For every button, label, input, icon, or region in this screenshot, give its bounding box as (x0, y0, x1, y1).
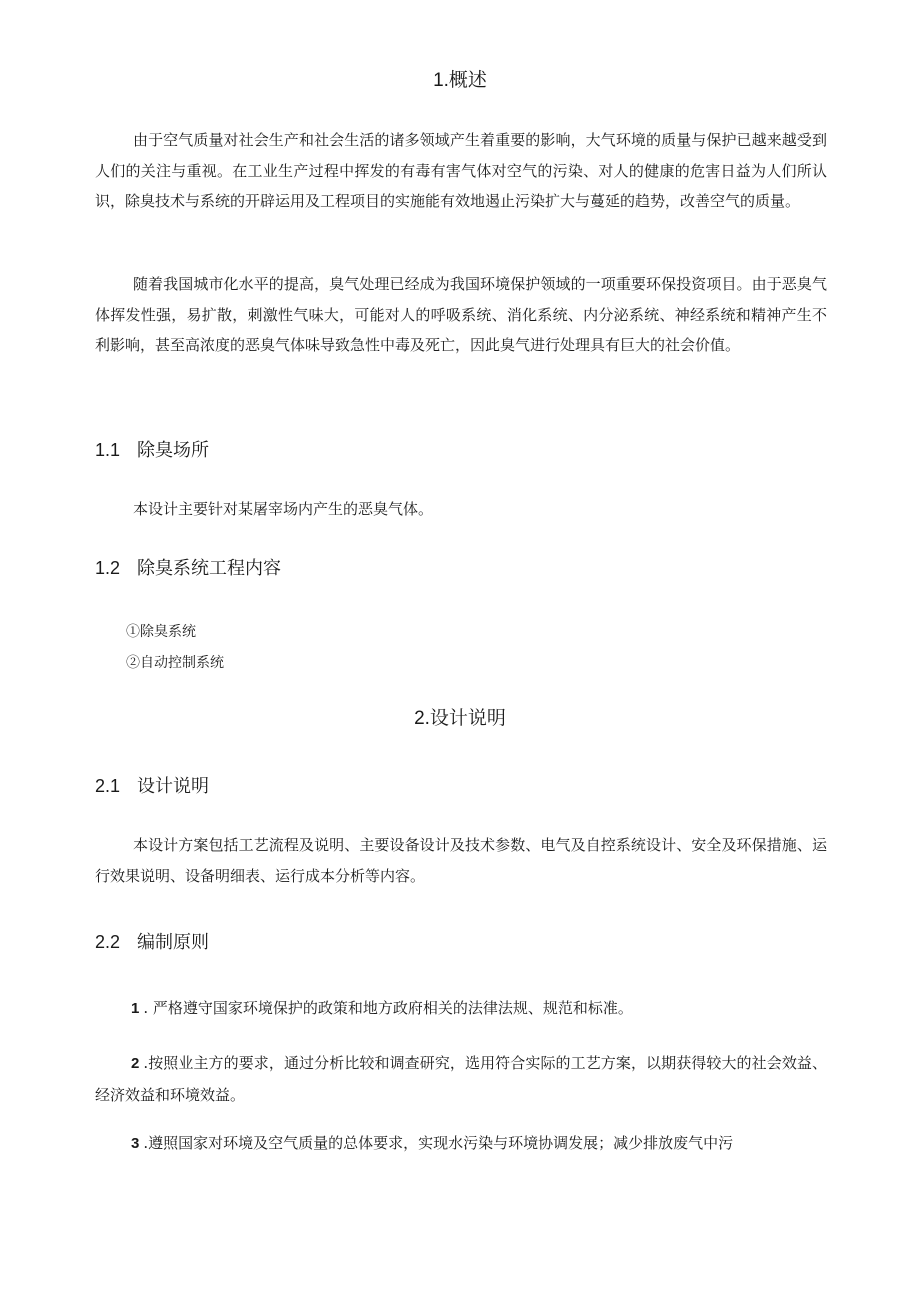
principle-item (95, 993, 827, 1025)
section-heading-text: 除臭场所 (137, 440, 209, 460)
section-2-1-heading (95, 774, 209, 798)
section-1-paragraph-2: 随着我国城市化水平的提高，臭气处理已经成为我国环境保护领域的一项重要环保投资项目。由于恶臭气体挥发性强，易扩散，刺激性气味大，可能对人的呼吸系统、消化系统、内分泌系统、神经系统和精神产生不利影响，甚至高浓度的恶臭气体味导致急性中毒及死亡，因此臭气进行处理具有巨大的社会价值。 (95, 275, 827, 354)
section-1-1-paragraph: 本设计主要针对某屠宰场内产生的恶臭气体。 (133, 500, 434, 518)
section-number: 1.1 (95, 440, 121, 460)
principle-item (95, 1128, 827, 1160)
section-number: 2.1 (95, 776, 121, 796)
section-2-title: 2.设计说明 (414, 708, 506, 729)
principle-number: 2 (131, 1055, 140, 1072)
principle-text: . 严格遵守国家环境保护的政策和地方政府相关的法律法规、规范和标准。 (143, 999, 633, 1017)
principle-number: 3 (131, 1135, 140, 1152)
list-item: ②自动控制系统 (126, 655, 224, 671)
principle-text: .按照业主方的要求，通过分析比较和调查研究，选用符合实际的工艺方案，以期获得较大的社会效益、经济效益和环境效益。 (95, 1054, 827, 1104)
section-number: 2.2 (95, 932, 121, 952)
section-heading-text: 设计说明 (137, 776, 209, 796)
section-heading-text: 除臭系统工程内容 (137, 558, 281, 578)
section-1-2-heading (95, 556, 281, 580)
section-number: 1.2 (95, 558, 121, 578)
section-2-1-paragraph: 本设计方案包括工艺流程及说明、主要设备设计及技术参数、电气及自控系统设计、安全及环保措施、运行效果说明、设备明细表、运行成本分析等内容。 (95, 836, 827, 885)
section-2-2-heading (95, 930, 209, 954)
list-item: ①除臭系统 (126, 624, 196, 640)
principle-item (95, 1048, 827, 1110)
section-1-title: 1.概述 (433, 70, 487, 91)
principle-text: .遵照国家对环境及空气质量的总体要求，实现水污染与环境协调发展；减少排放废气中污 (143, 1134, 734, 1152)
section-1-1-heading (95, 438, 209, 462)
principle-number: 1 (131, 1000, 140, 1017)
section-heading-text: 编制原则 (137, 932, 209, 952)
section-1-paragraph-1: 由于空气质量对社会生产和社会生活的诸多领域产生着重要的影响，大气环境的质量与保护已越来越受到人们的关注与重视。在工业生产过程中挥发的有毒有害气体对空气的污染、对人的健康的危害日益为人们所认识，除臭技术与系统的开辟运用及工程项目的实施能有效地遏止污染扩大与蔓延的趋势，改善空气的质量。 (95, 131, 827, 210)
